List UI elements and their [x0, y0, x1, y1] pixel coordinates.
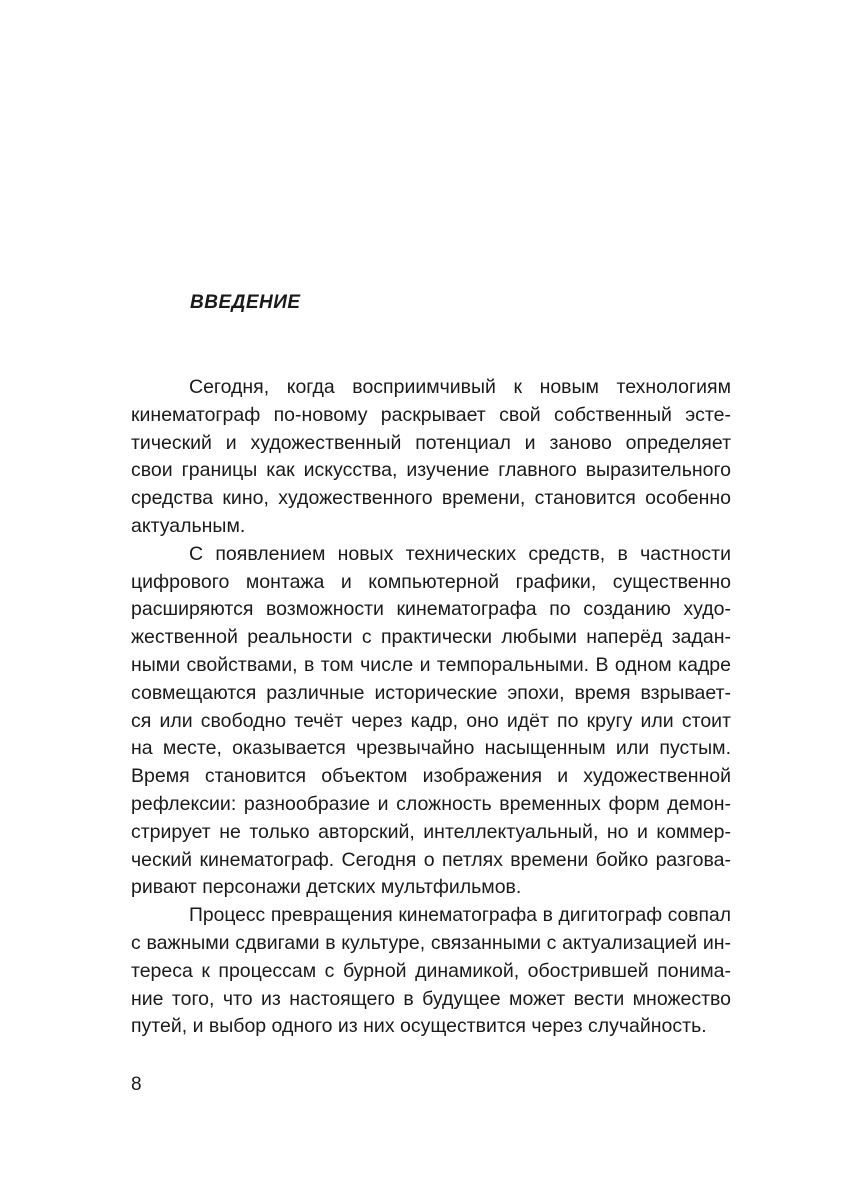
body-text — [131, 374, 731, 1041]
text-line: свои границы как искусства, изучение главного выразительного — [131, 459, 731, 482]
text-line: ние того, что из настоящего в будущее может вести множество — [131, 987, 731, 1010]
text-line: рефлексии: разнообразие и сложность временных форм демон- — [131, 792, 731, 815]
text-line: Сегодня, когда восприимчивый к новым технологиям — [189, 376, 731, 398]
text-line: с важными сдвигами в культуре, связанными с актуализацией ин- — [131, 931, 731, 954]
page-number: 8 — [131, 1074, 142, 1095]
text-line: цифрового монтажа и компьютерной графики, существенно — [131, 570, 731, 593]
text-line: Время становится объектом изображения и художественной — [131, 765, 731, 788]
text-line: ными свойствами, в том числе и темпоральными. В одном кадре — [131, 653, 731, 676]
text-line: путей, и выбор одного из них осуществится через случайность. — [131, 1015, 707, 1038]
text-line: совмещаются различные исторические эпохи, время взрывает- — [131, 681, 731, 704]
text-line: ривают персонажи детских мультфильмов. — [131, 876, 522, 899]
text-line: стрирует не только авторский, интеллектуальный, но и коммер- — [131, 820, 731, 843]
text-line: тический и художественный потенциал и заново определяет — [131, 431, 731, 454]
text-line: ся или свободно течёт через кадр, оно идёт по кругу или стоит — [131, 709, 731, 732]
text-line: тереса к процессам с бурной динамикой, обострившей понима- — [131, 959, 731, 982]
text-line: средства кино, художественного времени, становится особенно — [131, 487, 731, 510]
text-line: С появлением новых технических средств, в частности — [189, 542, 731, 565]
text-line: на месте, оказывается чрезвычайно насыщенным или пустым. — [131, 737, 731, 760]
text-line: Процесс превращения кинематографа в дигитограф совпал — [189, 905, 731, 927]
text-line: расширяются возможности кинематографа по созданию худо- — [131, 598, 731, 621]
text-line: жественной реальности с практически любыми наперёд задан- — [131, 626, 731, 649]
text-line: ческий кинематограф. Сегодня о петлях времени бойко разгова- — [131, 848, 731, 871]
chapter-heading: ВВЕДЕНИЕ — [190, 292, 301, 313]
text-line: актуальным. — [131, 514, 246, 537]
text-line: кинематограф по-новому раскрывает свой собственный эсте- — [131, 403, 731, 426]
